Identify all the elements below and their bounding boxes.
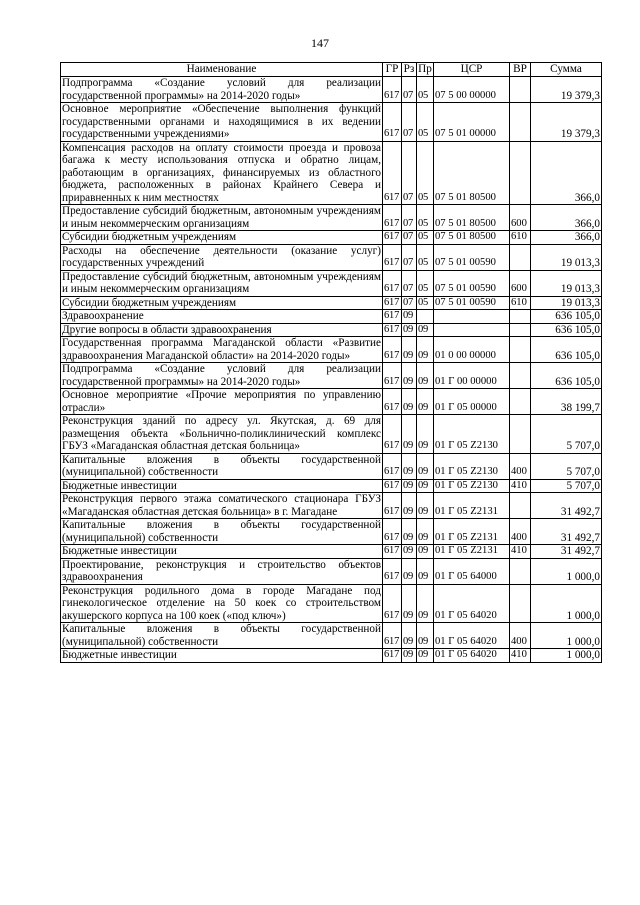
row-rz: 07 — [402, 205, 417, 231]
table-row — [61, 415, 602, 454]
row-name: Предоставление субсидий бюджетным, автономным учреждениям и иным некоммерческим организациям — [62, 205, 381, 230]
row-name: Капитальные вложения в объекты государственной (муниципальной) собственности — [62, 519, 381, 544]
row-csr: 07 5 01 80500 — [434, 141, 510, 205]
table-row — [61, 493, 602, 519]
row-pr: 09 — [417, 415, 434, 454]
row-pr: 05 — [417, 244, 434, 270]
row-sum: 1 000,0 — [531, 558, 602, 584]
row-vr: 600 — [510, 270, 531, 296]
row-gr: 617 — [383, 323, 402, 337]
header-sum: Сумма — [531, 63, 602, 77]
row-pr: 05 — [417, 270, 434, 296]
page-number: 147 — [311, 36, 329, 50]
row-sum: 1 000,0 — [531, 584, 602, 623]
row-gr: 617 — [383, 649, 402, 663]
row-rz: 09 — [402, 479, 417, 493]
row-pr: 05 — [417, 103, 434, 142]
row-csr: 01 Г 05 Z2130 — [434, 415, 510, 454]
row-csr: 07 5 00 00000 — [434, 77, 510, 103]
row-vr — [510, 584, 531, 623]
row-sum: 38 199,7 — [531, 389, 602, 415]
table-row — [61, 519, 602, 545]
row-sum: 5 707,0 — [531, 479, 602, 493]
row-sum: 19 379,3 — [531, 77, 602, 103]
row-rz: 09 — [402, 519, 417, 545]
table-row — [61, 323, 602, 337]
row-pr: 09 — [417, 623, 434, 649]
row-gr: 617 — [383, 623, 402, 649]
row-vr: 400 — [510, 519, 531, 545]
row-name: Основное мероприятие «Обеспечение выполнения функций государственными органами и находящимися в их ведении государственными учреждениями» — [62, 103, 381, 140]
row-sum: 5 707,0 — [531, 453, 602, 479]
row-pr: 09 — [417, 558, 434, 584]
table-row — [61, 310, 602, 324]
table-row — [61, 479, 602, 493]
header-name: Наименование — [61, 63, 383, 77]
row-gr: 617 — [383, 584, 402, 623]
row-vr — [510, 415, 531, 454]
row-sum: 19 013,3 — [531, 244, 602, 270]
table-row — [61, 453, 602, 479]
row-pr: 05 — [417, 205, 434, 231]
row-pr: 05 — [417, 231, 434, 245]
row-name: Государственная программа Магаданской области «Развитие здравоохранения Магаданской области» на 2014-2020 годы» — [62, 337, 381, 362]
row-pr: 05 — [417, 141, 434, 205]
row-gr: 617 — [383, 363, 402, 389]
row-sum: 19 013,3 — [531, 270, 602, 296]
row-pr: 09 — [417, 323, 434, 337]
row-gr: 617 — [383, 244, 402, 270]
row-name: Здравоохранение — [61, 310, 383, 324]
row-pr: 09 — [417, 337, 434, 363]
row-name: Предоставление субсидий бюджетным, автономным учреждениям и иным некоммерческим организациям — [62, 270, 381, 295]
row-sum: 636 105,0 — [531, 310, 602, 324]
row-pr: 09 — [417, 363, 434, 389]
row-vr — [510, 310, 531, 324]
row-vr: 410 — [510, 649, 531, 663]
row-rz: 09 — [402, 558, 417, 584]
row-gr: 617 — [383, 415, 402, 454]
budget-table — [60, 62, 602, 663]
row-name: Капитальные вложения в объекты государственной (муниципальной) собственности — [62, 453, 381, 478]
row-gr: 617 — [383, 389, 402, 415]
row-vr — [510, 103, 531, 142]
row-gr: 617 — [383, 337, 402, 363]
row-pr: 09 — [417, 493, 434, 519]
row-gr: 617 — [383, 479, 402, 493]
row-pr: 09 — [417, 479, 434, 493]
row-csr — [434, 323, 510, 337]
table-row — [61, 337, 602, 363]
row-csr: 01 Г 05 64000 — [434, 558, 510, 584]
row-vr — [510, 141, 531, 205]
row-vr: 400 — [510, 453, 531, 479]
row-gr: 617 — [383, 493, 402, 519]
row-csr: 01 Г 05 64020 — [434, 584, 510, 623]
row-rz: 07 — [402, 103, 417, 142]
table-header-row — [61, 63, 602, 77]
row-sum: 1 000,0 — [531, 649, 602, 663]
row-sum: 1 000,0 — [531, 623, 602, 649]
table-row — [61, 545, 602, 559]
row-rz: 09 — [402, 584, 417, 623]
row-rz: 09 — [402, 649, 417, 663]
row-rz: 07 — [402, 270, 417, 296]
row-vr — [510, 244, 531, 270]
header-pr: Пр — [418, 63, 432, 76]
row-rz: 09 — [402, 363, 417, 389]
row-vr — [510, 363, 531, 389]
row-sum: 366,0 — [531, 231, 602, 245]
row-vr — [510, 558, 531, 584]
row-pr: 05 — [417, 77, 434, 103]
row-rz: 07 — [402, 231, 417, 245]
row-csr: 07 5 01 00590 — [434, 244, 510, 270]
row-name: Реконструкция зданий по адресу ул. Якутская, д. 69 для размещения объекта «Больнично-поликлинический комплекс ГБУЗ «Магаданская областная детская больница» — [62, 415, 381, 452]
row-rz: 07 — [402, 77, 417, 103]
row-gr: 617 — [383, 205, 402, 231]
row-vr: 400 — [510, 623, 531, 649]
row-csr: 01 0 00 00000 — [434, 337, 510, 363]
row-pr: 09 — [417, 519, 434, 545]
row-name: Субсидии бюджетным учреждениям — [61, 296, 383, 310]
header-gr: ГР — [383, 63, 402, 77]
row-pr: 09 — [417, 584, 434, 623]
row-gr: 617 — [383, 558, 402, 584]
row-vr — [510, 337, 531, 363]
row-gr: 617 — [383, 545, 402, 559]
row-rz: 09 — [402, 323, 417, 337]
header-csr: ЦСР — [434, 63, 510, 77]
row-rz: 09 — [402, 453, 417, 479]
table-row — [61, 270, 602, 296]
row-csr: 01 Г 05 64020 — [434, 649, 510, 663]
row-pr — [417, 310, 434, 324]
row-name: Расходы на обеспечение деятельности (оказание услуг) государственных учреждений — [62, 244, 381, 269]
row-gr: 617 — [383, 519, 402, 545]
table-row — [61, 103, 602, 142]
row-csr: 01 Г 05 00000 — [434, 389, 510, 415]
row-csr: 01 Г 00 00000 — [434, 363, 510, 389]
row-csr: 07 5 01 00590 — [434, 270, 510, 296]
row-csr: 01 Г 05 Z2131 — [434, 493, 510, 519]
row-csr: 07 5 01 80500 — [434, 205, 510, 231]
row-name: Субсидии бюджетным учреждениям — [61, 231, 383, 245]
row-sum: 5 707,0 — [531, 415, 602, 454]
row-vr — [510, 323, 531, 337]
row-csr: 07 5 01 00590 — [434, 296, 510, 310]
row-name: Проектирование, реконструкция и строительство объектов здравоохранения — [62, 558, 381, 583]
row-vr: 610 — [510, 231, 531, 245]
row-pr: 09 — [417, 545, 434, 559]
row-rz: 09 — [402, 389, 417, 415]
row-rz: 09 — [402, 337, 417, 363]
row-name: Компенсация расходов на оплату стоимости проезда и провоза багажа к месту использования отпуска и обратно лицам, работающим в организациях, финансируемых из областного бюджета, расположенных в районах Крайнего Севера и приравненных к ним местностях — [62, 141, 381, 204]
row-csr: 01 Г 05 Z2131 — [434, 545, 510, 559]
row-gr: 617 — [383, 453, 402, 479]
table-row — [61, 244, 602, 270]
row-pr: 09 — [417, 649, 434, 663]
table-row — [61, 77, 602, 103]
row-rz: 07 — [402, 141, 417, 205]
table-row — [61, 623, 602, 649]
row-rz: 09 — [402, 415, 417, 454]
row-name: Реконструкция родильного дома в городе Магадане под гинекологическое отделение на 50 коек со строительством акушерского корпуса на 100 коек («под ключ») — [62, 584, 381, 622]
row-csr: 01 Г 05 64020 — [434, 623, 510, 649]
row-csr: 07 5 01 00000 — [434, 103, 510, 142]
table-row — [61, 296, 602, 310]
table-row — [61, 231, 602, 245]
row-vr: 600 — [510, 205, 531, 231]
row-gr: 617 — [383, 310, 402, 324]
row-name: Реконструкция первого этажа соматического стационара ГБУЗ «Магаданская областная детская больница» в г. Магадане — [62, 493, 381, 518]
row-vr: 410 — [510, 479, 531, 493]
table-row — [61, 363, 602, 389]
row-vr — [510, 77, 531, 103]
row-name: Другие вопросы в области здравоохранения — [61, 323, 383, 337]
row-name: Подпрограмма «Создание условий для реализации государственной программы» на 2014-2020 годы» — [62, 77, 381, 102]
row-csr: 07 5 01 80500 — [434, 231, 510, 245]
row-name: Основное мероприятие «Прочие мероприятия по управлению отрасли» — [62, 389, 381, 414]
row-sum: 31 492,7 — [531, 493, 602, 519]
row-sum: 19 013,3 — [531, 296, 602, 310]
row-pr: 05 — [417, 296, 434, 310]
table-row — [61, 205, 602, 231]
row-vr — [510, 493, 531, 519]
table-row — [61, 649, 602, 663]
row-csr: 01 Г 05 Z2130 — [434, 453, 510, 479]
row-name: Подпрограмма «Создание условий для реализации государственной программы» на 2014-2020 годы» — [62, 363, 381, 388]
row-rz: 07 — [402, 244, 417, 270]
row-gr: 617 — [383, 231, 402, 245]
row-csr — [434, 310, 510, 324]
row-vr: 410 — [510, 545, 531, 559]
row-sum: 31 492,7 — [531, 545, 602, 559]
row-vr — [510, 389, 531, 415]
header-vr: ВР — [510, 63, 531, 77]
row-gr: 617 — [383, 141, 402, 205]
row-sum: 366,0 — [531, 205, 602, 231]
row-sum: 366,0 — [531, 141, 602, 205]
row-csr: 01 Г 05 Z2130 — [434, 479, 510, 493]
row-sum: 636 105,0 — [531, 363, 602, 389]
row-gr: 617 — [383, 77, 402, 103]
row-sum: 636 105,0 — [531, 323, 602, 337]
row-gr: 617 — [383, 270, 402, 296]
table-row — [61, 389, 602, 415]
row-sum: 31 492,7 — [531, 519, 602, 545]
table-row — [61, 141, 602, 205]
row-rz: 09 — [402, 493, 417, 519]
row-name: Бюджетные инвестиции — [61, 479, 383, 493]
row-rz: 09 — [402, 545, 417, 559]
row-name: Бюджетные инвестиции — [61, 649, 383, 663]
header-rz: Рз — [402, 63, 417, 77]
row-name: Бюджетные инвестиции — [61, 545, 383, 559]
row-rz: 09 — [402, 310, 417, 324]
row-gr: 617 — [383, 296, 402, 310]
row-sum: 636 105,0 — [531, 337, 602, 363]
table-body — [61, 77, 602, 663]
table-row — [61, 558, 602, 584]
table-row — [61, 584, 602, 623]
row-rz: 09 — [402, 623, 417, 649]
row-rz: 07 — [402, 296, 417, 310]
row-pr: 09 — [417, 453, 434, 479]
row-gr: 617 — [383, 103, 402, 142]
row-sum: 19 379,3 — [531, 103, 602, 142]
row-vr: 610 — [510, 296, 531, 310]
row-name: Капитальные вложения в объекты государственной (муниципальной) собственности — [62, 623, 381, 648]
row-csr: 01 Г 05 Z2131 — [434, 519, 510, 545]
row-pr: 09 — [417, 389, 434, 415]
